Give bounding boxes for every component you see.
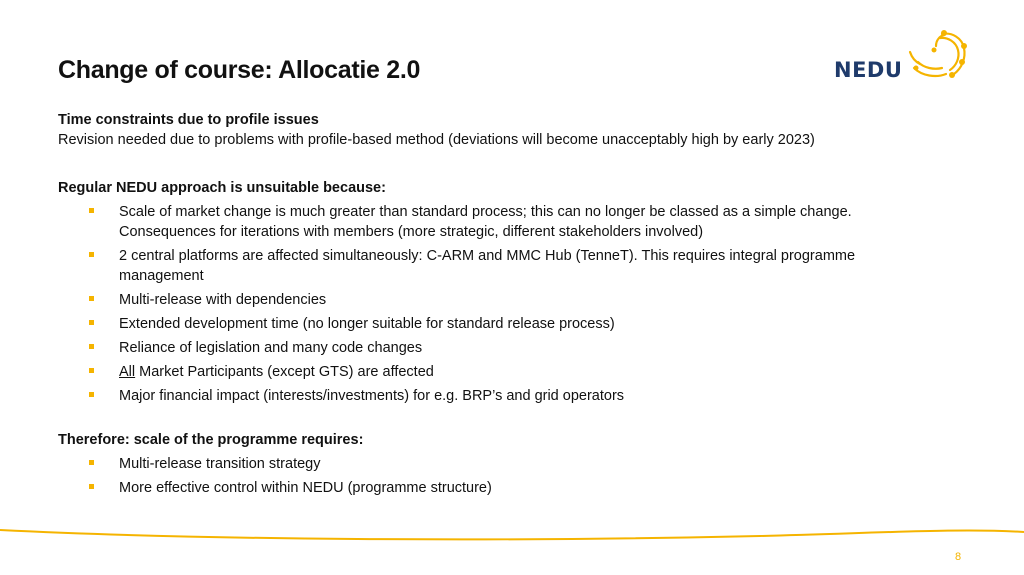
section2-list <box>58 202 958 406</box>
list-item <box>58 314 909 334</box>
list-item <box>58 290 909 310</box>
bullet-square-icon <box>89 344 94 349</box>
section3-heading: Therefore: scale of the programme requires: <box>58 432 364 448</box>
list-item <box>58 454 909 474</box>
section3-list <box>58 454 958 498</box>
bullet-square-icon <box>89 208 94 213</box>
bullet-square-icon <box>89 368 94 373</box>
list-item <box>58 362 909 382</box>
bullet-square-icon <box>89 460 94 465</box>
bullet-square-icon <box>89 296 94 301</box>
list-item-text: More effective control within NEDU (programme structure) <box>119 480 492 496</box>
list-item-text: Major financial impact (interests/investments) for e.g. BRP’s and grid operators <box>119 388 625 404</box>
slide-title: Change of course: Allocatie 2.0 <box>58 56 421 84</box>
list-item-text: Reliance of legislation and many code changes <box>119 340 423 356</box>
list-item-text: Market Participants (except GTS) are affected <box>135 364 434 380</box>
list-item <box>58 478 909 498</box>
bullet-square-icon <box>89 484 94 489</box>
list-item <box>58 246 909 286</box>
page-number: 8 <box>955 551 962 563</box>
section1-heading: Time constraints due to profile issues <box>58 112 319 128</box>
section2-heading: Regular NEDU approach is unsuitable because: <box>58 180 386 196</box>
slide-body <box>58 110 958 502</box>
list-item-text: Multi-release transition strategy <box>119 456 321 472</box>
section1-text: Revision needed due to problems with profile-based method (deviations will become unacceptably high by early 2023) <box>58 132 815 148</box>
list-item-text: 2 central platforms are affected simultaneously: C-ARM and MMC Hub (TenneT). This requires integral programme management <box>119 248 856 284</box>
bullet-square-icon <box>89 320 94 325</box>
list-item <box>58 386 909 406</box>
list-item <box>58 202 909 242</box>
list-item-emphasis: All <box>119 364 136 380</box>
list-item-text: Multi-release with dependencies <box>119 292 327 308</box>
list-item-text: Extended development time (no longer suitable for standard release process) <box>119 316 615 332</box>
list-item-text: Scale of market change is much greater than standard process; this can no longer be classed as a simple change. Consequences for iterations with members (more strategic, different stakeholders involved) <box>119 204 852 240</box>
bullet-square-icon <box>89 392 94 397</box>
list-item <box>58 338 909 358</box>
logo-emblem-icon <box>906 28 972 84</box>
nedu-logo <box>832 28 972 84</box>
logo-text: NEDU <box>834 58 903 82</box>
footer-divider <box>0 520 1024 550</box>
bullet-square-icon <box>89 252 94 257</box>
